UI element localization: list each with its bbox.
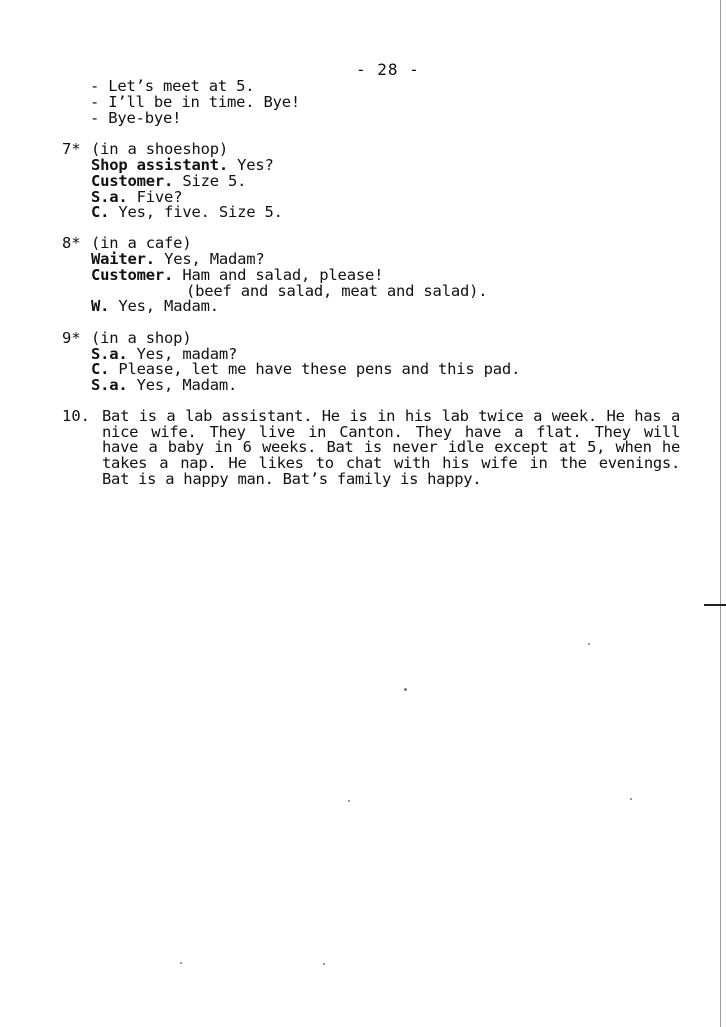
page-edge-mark (704, 604, 726, 606)
dialogue-line: - Let’s meet at 5. (90, 77, 255, 95)
scan-speck (348, 800, 350, 802)
scan-speck (630, 798, 632, 800)
scan-speck (404, 688, 407, 691)
dialogue-line (91, 378, 237, 394)
dialogue-line (91, 299, 219, 315)
scan-speck (323, 963, 325, 965)
speech-text: Please, let me have these pens and this pad. (109, 360, 521, 378)
speech-text: Yes? (227, 156, 274, 174)
speaker-label: Customer. (91, 266, 174, 284)
scan-speck (588, 643, 590, 645)
exercise-context: (in a cafe) (91, 234, 192, 252)
speech-text: Yes, Madam. (127, 376, 238, 394)
exercise-number: 7* (62, 140, 81, 158)
speech-text: Yes, Madam? (154, 250, 265, 268)
speech-text: Yes, five. Size 5. (109, 203, 283, 221)
speaker-label: C. (91, 203, 110, 221)
scan-speck (180, 962, 182, 964)
speaker-label: S.a. (91, 376, 128, 394)
dialogue-line: (beef and salad, meat and salad). (186, 282, 488, 300)
speech-text: Yes, madam? (127, 345, 238, 363)
page-edge (720, 0, 726, 1027)
dialogue-line (91, 205, 283, 221)
exercise-number: 8* (62, 234, 81, 252)
speech-text: Size 5. (173, 172, 247, 190)
speaker-label: Shop assistant. (91, 156, 228, 174)
speech-text: Five? (127, 188, 183, 206)
speaker-label: S.a. (91, 345, 128, 363)
speaker-label: W. (91, 297, 110, 315)
speaker-label: C. (91, 360, 110, 378)
speaker-label: S.a. (91, 188, 128, 206)
exercise-number: 10. (62, 407, 90, 425)
speaker-label: Waiter. (91, 250, 155, 268)
exercise-paragraph: Bat is a lab assistant. He is in his lab twice a week. He has a nice wife. They live in Canton. They have a flat. They will have a baby in 6 weeks. Bat is never idle except at 5, when he takes a nap. He likes to chat with his wife in the evenings. Bat is a happy man. Bat’s family is happy. (102, 407, 680, 488)
speech-text: Yes, Madam. (109, 297, 219, 315)
exercise-number: 9* (62, 329, 81, 347)
exercise-context: (in a shoeshop) (91, 140, 228, 158)
dialogue-line: - Bye-bye! (90, 109, 182, 127)
speech-text: Ham and salad, please! (173, 266, 384, 284)
speaker-label: Customer. (91, 172, 174, 190)
dialogue-line: - I’ll be in time. Bye! (90, 93, 301, 111)
page-number: - 28 - (356, 60, 420, 79)
exercise-context: (in a shop) (91, 329, 192, 347)
